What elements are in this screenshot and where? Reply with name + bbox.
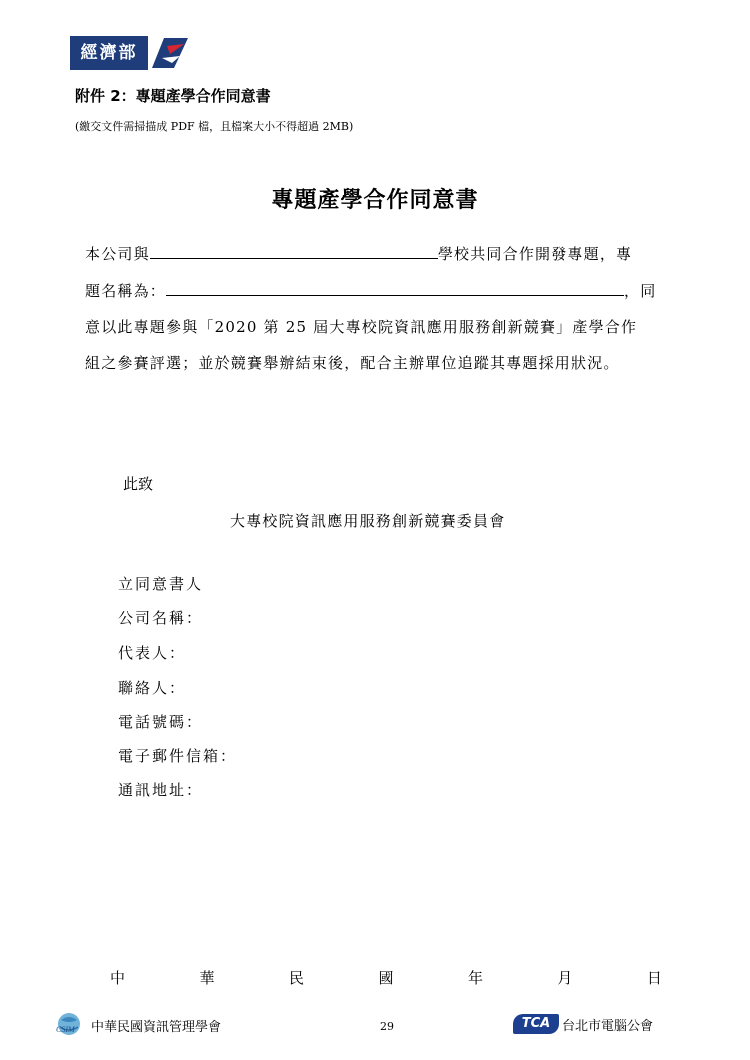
- footer-right-org: 台北市電腦公會: [562, 1018, 654, 1034]
- document-title: 專題產學合作同意書: [271, 187, 479, 213]
- field-email: 電子郵件信箱：: [118, 747, 238, 765]
- project-name-blank: [166, 280, 624, 296]
- csim-logo-icon: [55, 1012, 89, 1038]
- field-company-name: 公司名稱：: [118, 609, 204, 627]
- consent-line-1: [85, 243, 632, 264]
- footer-left-org: 中華民國資訊管理學會: [91, 1019, 222, 1035]
- school-blank: [150, 243, 438, 259]
- date-char: 日: [646, 969, 662, 987]
- line2-prefix: 題名稱為：: [85, 282, 167, 300]
- attachment-note: (繳交文件需掃描成 PDF 檔，且檔案大小不得超過 2MB): [75, 120, 354, 133]
- tca-logo: TCA: [513, 1014, 559, 1034]
- recipient: 大專校院資訊應用服務創新競賽委員會: [230, 512, 506, 530]
- consent-line-4: 組之參賽評選；並於競賽舉辦結束後，配合主辦單位追蹤其專題採用狀況。: [85, 354, 620, 372]
- field-signatory: 立同意書人: [118, 575, 204, 593]
- field-representative: 代表人：: [118, 644, 187, 662]
- csim-logo-text: CSIM: [56, 1025, 75, 1034]
- moea-emblem-icon: [150, 36, 190, 70]
- field-contact-person: 聯絡人：: [118, 679, 187, 697]
- footer-left: [55, 1012, 221, 1038]
- attachment-title: 附件 2：專題產學合作同意書: [75, 87, 271, 105]
- footer-right: [513, 1014, 653, 1034]
- date-char: 年: [467, 969, 483, 987]
- field-phone: 電話號碼：: [118, 713, 204, 731]
- consent-line-2: [85, 280, 656, 301]
- page-number: 29: [380, 1020, 394, 1033]
- consent-line-3: 意以此專題參與「2020 第 25 屆大專校院資訊應用服務創新競賽」產學合作: [85, 318, 638, 336]
- date-char: 華: [199, 969, 215, 987]
- date-char: 國: [378, 969, 394, 987]
- date-row: [110, 967, 662, 988]
- moea-logo-text: 經濟部: [70, 36, 148, 70]
- date-char: 中: [110, 969, 126, 987]
- line1-suffix: 學校共同合作開發專題，專: [437, 245, 633, 263]
- salutation: 此致: [123, 475, 154, 493]
- date-char: 月: [557, 969, 573, 987]
- date-char: 民: [288, 969, 304, 987]
- line2-suffix: ，同: [624, 282, 657, 300]
- line1-prefix: 本公司與: [85, 245, 150, 263]
- moea-logo: [70, 36, 190, 70]
- field-address: 通訊地址：: [118, 781, 204, 799]
